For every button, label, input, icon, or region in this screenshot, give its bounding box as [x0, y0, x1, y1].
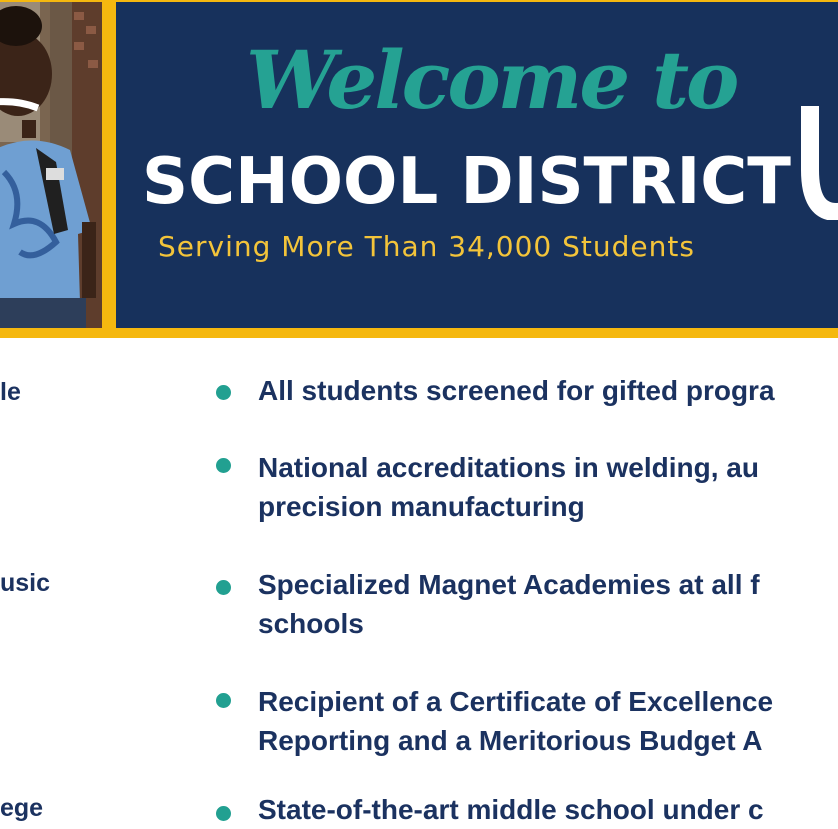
list-item: State-of-the-art middle school under c [258, 794, 764, 825]
bullet-dot [216, 385, 231, 400]
left-item: usic [0, 569, 51, 597]
bullet-dot [216, 806, 231, 821]
bullet-dot [216, 458, 231, 473]
welcome-heading: Welcome to [246, 33, 737, 127]
student-count-subtitle: Serving More Than 34,000 Students [158, 230, 695, 263]
left-item: le [0, 378, 21, 406]
district-title: SCHOOL DISTRICT [142, 145, 791, 219]
list-item: National accreditations in welding, au precision manufacturing [258, 452, 759, 522]
list-item: Specialized Magnet Academies at all f schools [258, 569, 760, 639]
list-item: All students screened for gifted progra [258, 375, 775, 406]
list-item: Recipient of a Certificate of Excellence Reporting and a Meritorious Budget A [258, 686, 774, 756]
left-item: ege [0, 794, 44, 822]
bullet-dot [216, 693, 231, 708]
bullet-dot [216, 580, 231, 595]
